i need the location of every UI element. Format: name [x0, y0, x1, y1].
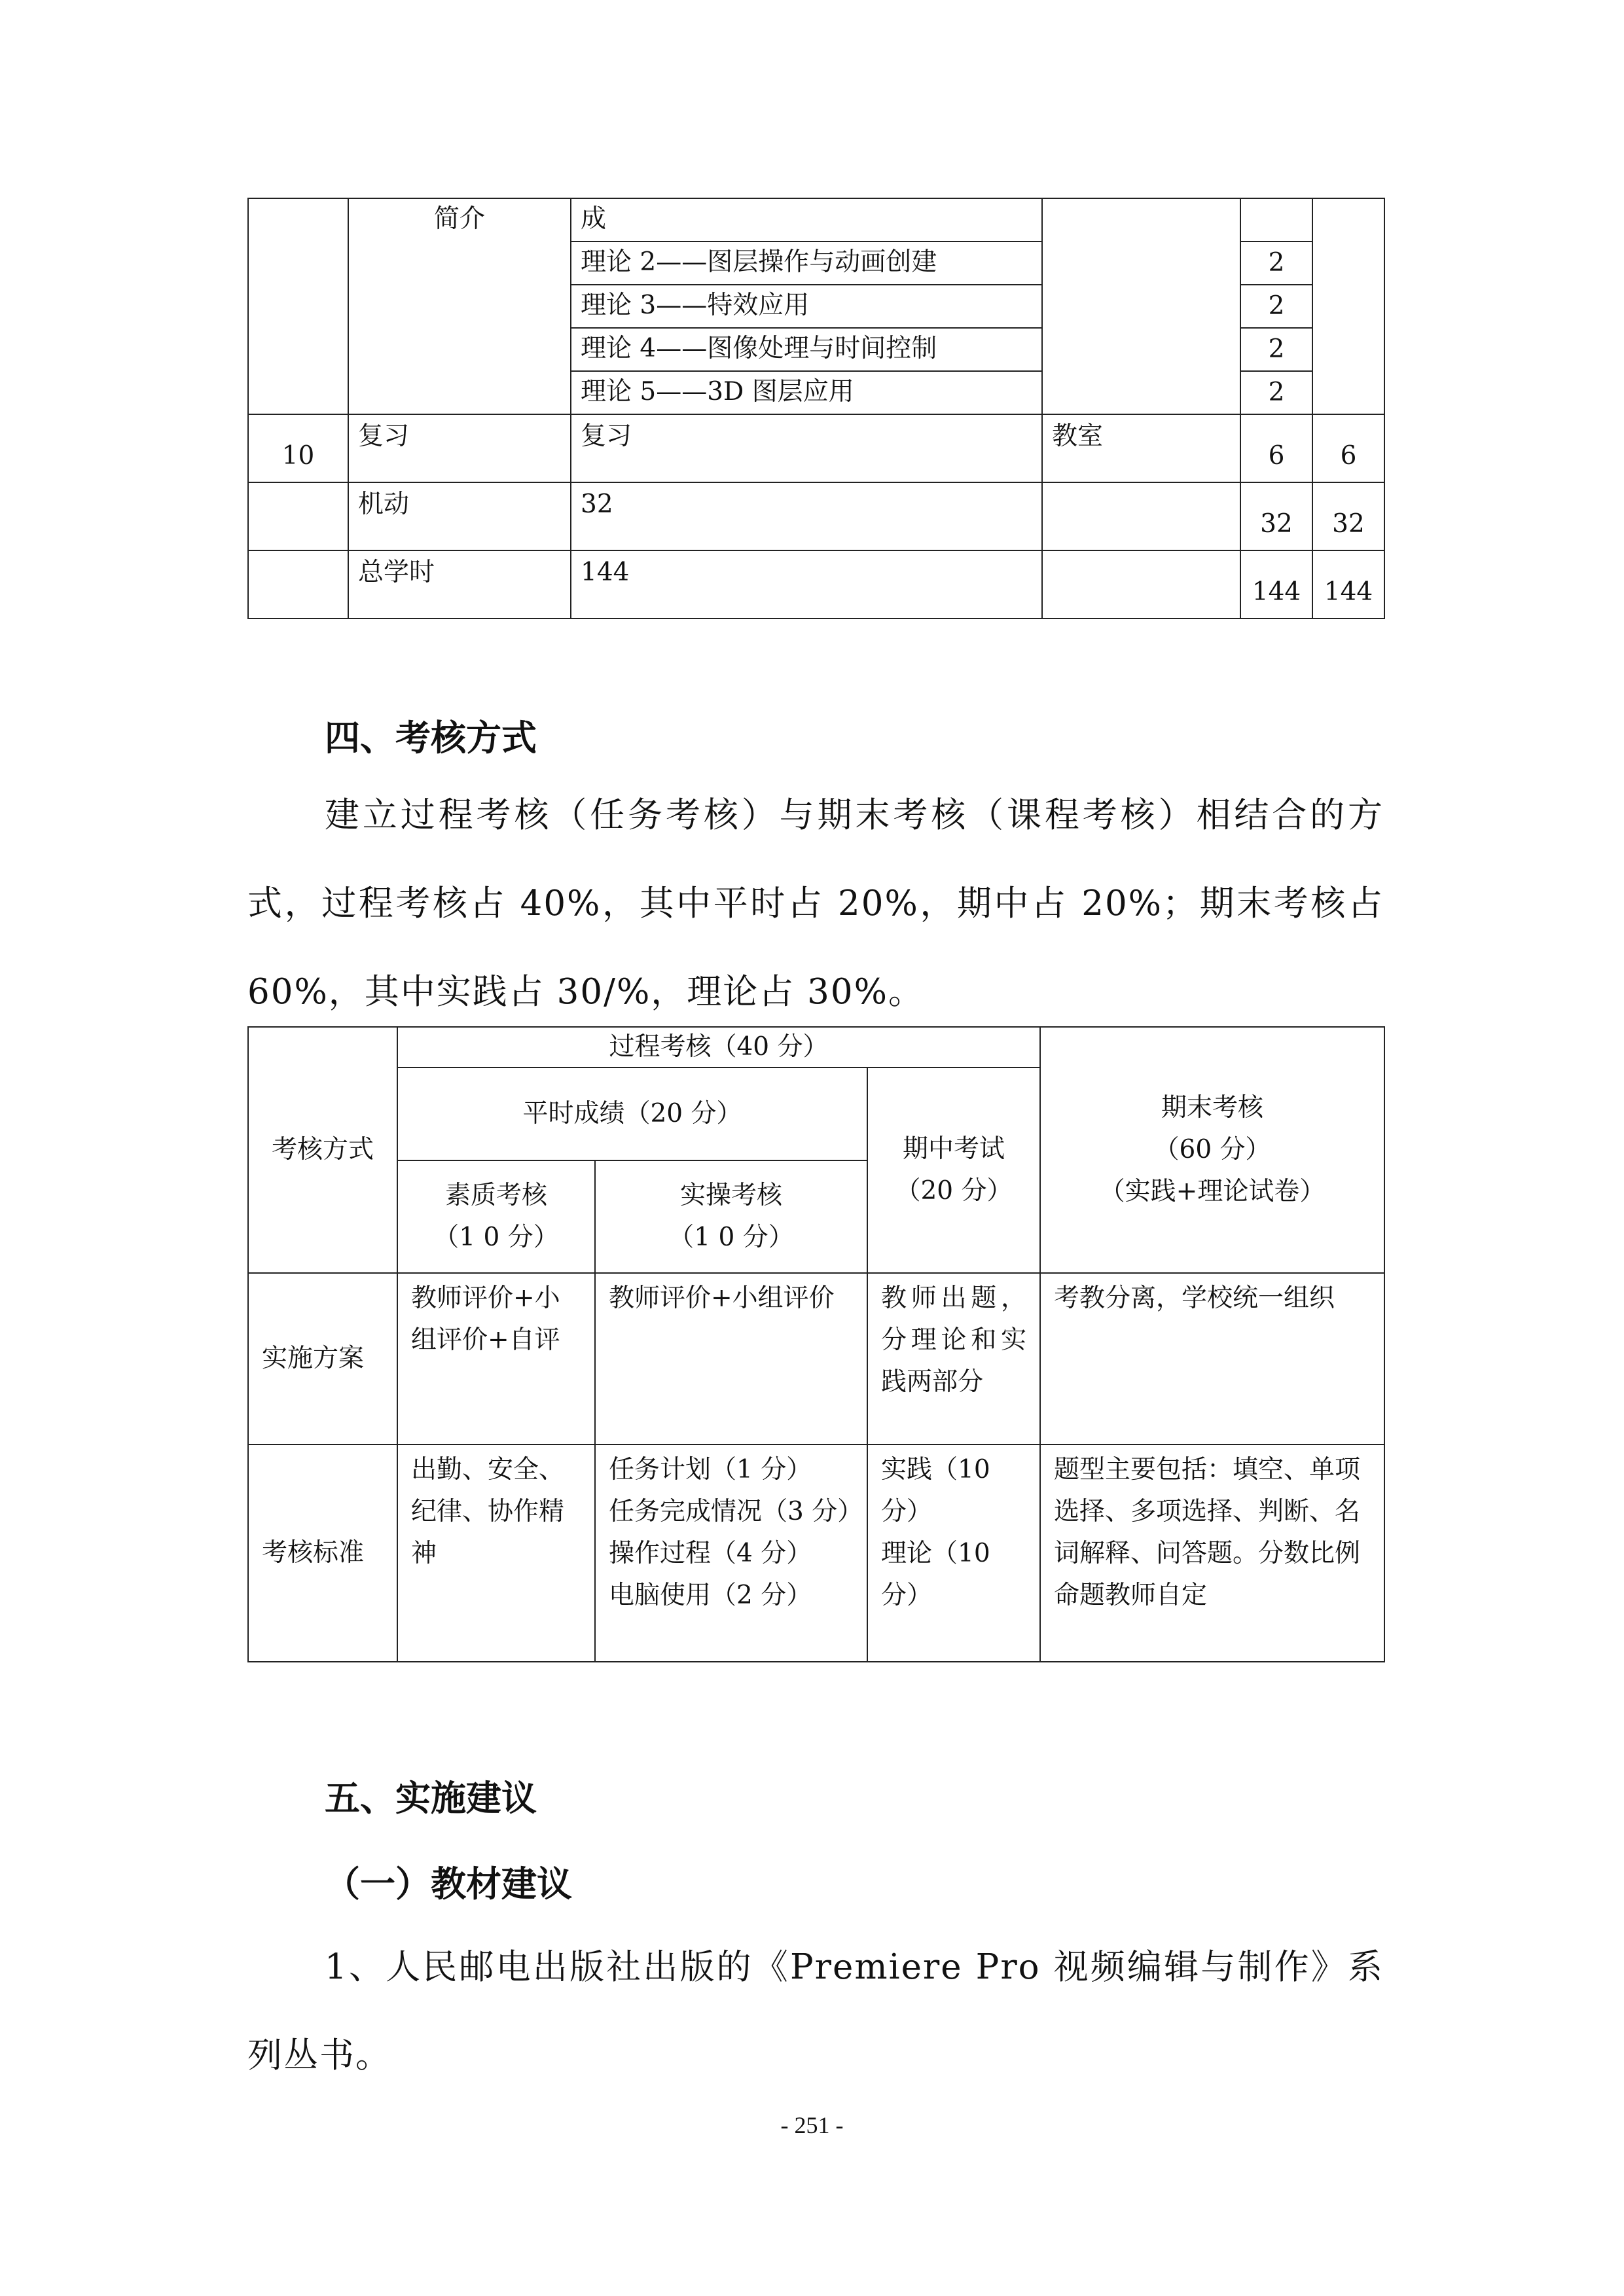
table-cell: 32	[1240, 482, 1312, 550]
table-cell	[1042, 198, 1240, 414]
table-cell: 教师评价+小组评价	[595, 1273, 867, 1444]
table-row	[248, 198, 1384, 242]
table-cell	[1312, 198, 1384, 414]
table-cell: 实施方案	[248, 1273, 397, 1444]
table-cell	[1240, 198, 1312, 242]
table-row	[248, 1273, 1384, 1444]
quality-score: （1 0 分）	[433, 1223, 559, 1252]
table-cell	[248, 482, 348, 550]
table-cell: 理论 2——图层操作与动画创建	[571, 242, 1042, 285]
table-cell: 10	[248, 414, 348, 482]
table-cell	[397, 1160, 595, 1273]
table-row	[248, 414, 1384, 482]
table-cell	[867, 1444, 1040, 1662]
table-cell: 6	[1312, 414, 1384, 482]
table-cell: 考教分离，学校统一组织	[1040, 1273, 1384, 1444]
table-cell: 教师出题，分理论和实践两部分	[867, 1273, 1040, 1444]
table-cell: 机动	[348, 482, 571, 550]
table-cell: 考核标准	[248, 1444, 397, 1662]
body-paragraph: 1、人民邮电出版社出版的《Premiere Pro 视频编辑与制作》系列丛书。	[247, 1947, 1384, 2075]
section-heading: 四、考核方式	[325, 717, 537, 759]
table-cell	[1042, 482, 1240, 550]
list-item: 实践（10 分）	[881, 1455, 990, 1526]
table-cell	[248, 198, 348, 414]
table-cell	[1040, 1027, 1384, 1273]
schedule-table	[247, 198, 1385, 619]
table-cell: 32	[1312, 482, 1384, 550]
table-cell: 2	[1240, 242, 1312, 285]
table-cell: 32	[571, 482, 1042, 550]
quality-title: 素质考核	[444, 1181, 547, 1210]
table-row	[248, 1444, 1384, 1662]
table-cell	[595, 1444, 867, 1662]
table-cell: 理论 3——特效应用	[571, 285, 1042, 328]
table-cell: 平时成绩（20 分）	[397, 1067, 867, 1160]
table-cell	[248, 550, 348, 619]
table-cell: 理论 5——3D 图层应用	[571, 371, 1042, 414]
table-row	[248, 1027, 1384, 1067]
list-item: 理论（10 分）	[881, 1539, 990, 1610]
midterm-title: 期中考试	[903, 1134, 1005, 1164]
table-cell: 2	[1240, 371, 1312, 414]
list-item: 操作过程（4 分）	[609, 1539, 812, 1568]
sub-heading: （一）教材建议	[325, 1863, 572, 1905]
table-cell: 成	[571, 198, 1042, 242]
table-cell: 简介	[348, 198, 571, 414]
table-cell: 教室	[1042, 414, 1240, 482]
table-cell: 6	[1240, 414, 1312, 482]
table-cell: 出勤、安全、纪律、协作精神	[397, 1444, 595, 1662]
table-cell: 2	[1240, 328, 1312, 371]
table-cell: 复习	[348, 414, 571, 482]
table-cell: 考核方式	[248, 1027, 397, 1273]
page-number: - 251 -	[780, 2112, 844, 2138]
table-cell: 144	[1312, 550, 1384, 619]
practice-score: （1 0 分）	[668, 1223, 794, 1252]
list-item: 电脑使用（2 分）	[609, 1581, 812, 1610]
table-cell: 总学时	[348, 550, 571, 619]
table-row	[248, 550, 1384, 619]
table-cell	[867, 1067, 1040, 1273]
list-item: 任务计划（1 分）	[609, 1455, 812, 1484]
final-title: 期末考核	[1161, 1093, 1264, 1122]
section-heading: 五、实施建议	[325, 1778, 537, 1819]
practice-title: 实操考核	[679, 1181, 782, 1210]
assessment-table	[247, 1026, 1385, 1662]
final-score: （60 分）	[1153, 1135, 1271, 1164]
table-cell	[595, 1160, 867, 1273]
midterm-score: （20 分）	[895, 1176, 1013, 1206]
table-row	[248, 482, 1384, 550]
table-cell: 144	[571, 550, 1042, 619]
table-cell: 144	[1240, 550, 1312, 619]
list-item: 任务完成情况（3 分）	[609, 1497, 863, 1526]
table-cell: 过程考核（40 分）	[397, 1027, 1040, 1067]
body-paragraph: 建立过程考核（任务考核）与期末考核（课程考核）相结合的方式，过程考核占 40%，其中平时占 20%，期中占 20%；期末考核占 60%，其中实践占 30/%，理论占 30%。	[247, 795, 1384, 1012]
final-note: （实践+理论试卷）	[1099, 1177, 1326, 1206]
table-cell: 教师评价+小组评价+自评	[397, 1273, 595, 1444]
table-cell: 理论 4——图像处理与时间控制	[571, 328, 1042, 371]
table-cell	[1042, 550, 1240, 619]
table-cell: 题型主要包括：填空、单项选择、多项选择、判断、名词解释、问答题。分数比例命题教师自定	[1040, 1444, 1384, 1662]
table-cell: 2	[1240, 285, 1312, 328]
table-cell: 复习	[571, 414, 1042, 482]
